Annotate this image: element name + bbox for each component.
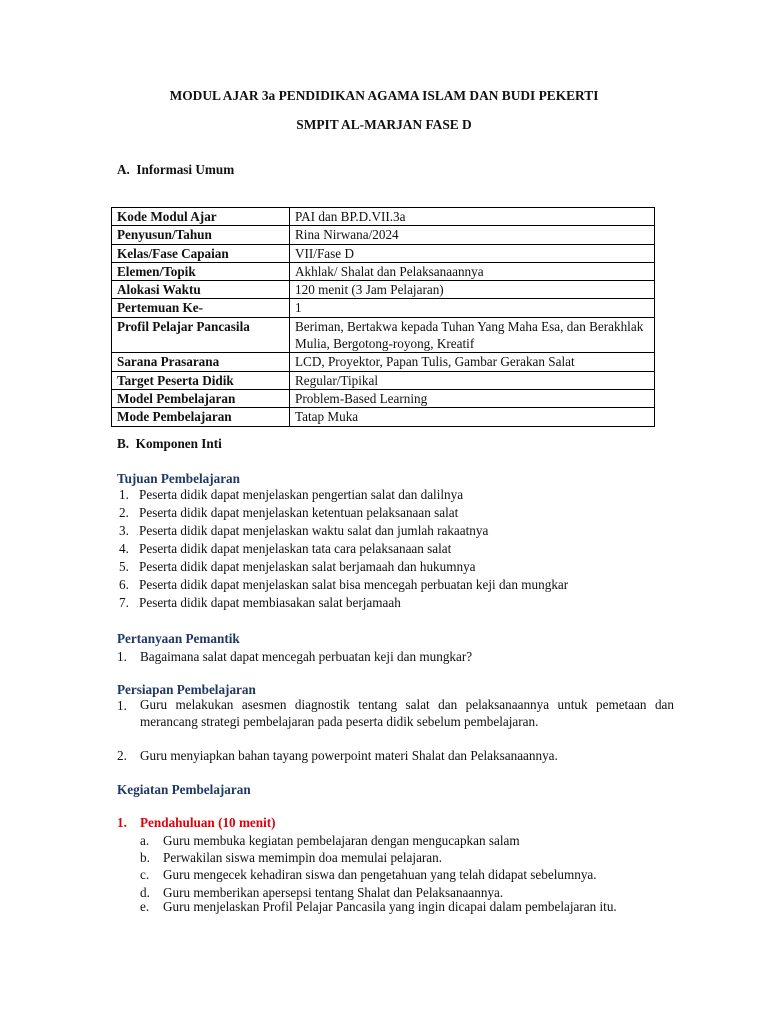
pendahuluan-number: 1.: [117, 815, 127, 830]
info-row: [112, 208, 655, 226]
info-key: Mode Pembelajaran: [112, 408, 290, 426]
section-b-heading: B. Komponen Inti: [117, 436, 222, 451]
pendahuluan-item-e-letter: e.: [140, 899, 150, 914]
info-key: Elemen/Topik: [112, 262, 290, 280]
info-value: LCD, Proyektor, Papan Tulis, Gambar Gerakan Salat: [290, 353, 655, 371]
tujuan-item-text: Peserta didik dapat menjelaskan salat berjamaah dan hukumnya: [139, 559, 476, 574]
tujuan-heading: Tujuan Pembelajaran: [117, 471, 240, 486]
tujuan-item-number: 3.: [119, 523, 129, 538]
pendahuluan-heading: Pendahuluan (10 menit): [140, 815, 276, 830]
tujuan-item-text: Peserta didik dapat membiasakan salat berjamaah: [139, 595, 401, 610]
pendahuluan-item-letter: b.: [140, 850, 150, 866]
tujuan-item-number: 7.: [119, 595, 129, 610]
info-key: Penyusun/Tahun: [112, 226, 290, 244]
info-key: Profil Pelajar Pancasila: [112, 317, 290, 353]
info-row: [112, 408, 655, 426]
info-key: Alokasi Waktu: [112, 281, 290, 299]
info-row: [112, 262, 655, 280]
section-a-heading: A. Informasi Umum: [117, 162, 235, 177]
info-row: [112, 226, 655, 244]
pendahuluan-item-e-text: Guru menjelaskan Profil Pelajar Pancasila yang ingin dicapai dalam pembelajaran itu.: [163, 899, 617, 914]
info-key: Kode Modul Ajar: [112, 208, 290, 226]
info-value: Problem-Based Learning: [290, 389, 655, 407]
info-value: 1: [290, 299, 655, 317]
info-row: [112, 244, 655, 262]
tujuan-item-text: Peserta didik dapat menjelaskan waktu salat dan jumlah rakaatnya: [139, 523, 489, 538]
pendahuluan-item-letter: d.: [140, 884, 150, 900]
persiapan-heading: Persiapan Pembelajaran: [117, 682, 256, 697]
info-key: Model Pembelajaran: [112, 389, 290, 407]
info-value: PAI dan BP.D.VII.3a: [290, 208, 655, 226]
info-row: [112, 353, 655, 371]
tujuan-item-text: Peserta didik dapat menjelaskan tata cara pelaksanaan salat: [139, 541, 452, 556]
info-value: Akhlak/ Shalat dan Pelaksanaannya: [290, 262, 655, 280]
tujuan-item-number: 6.: [119, 577, 129, 592]
info-table: [111, 207, 655, 427]
info-row: [112, 371, 655, 389]
pendahuluan-item-text: Guru mengecek kehadiran siswa dan pengetahuan yang telah didapat sebelumnya.: [163, 867, 597, 883]
document-title: MODUL AJAR 3a PENDIDIKAN AGAMA ISLAM DAN BUDI PEKERTI: [169, 88, 599, 103]
pemantik-item-text: Bagaimana salat dapat mencegah perbuatan keji dan mungkar?: [140, 649, 473, 664]
persiapan-item-1-text: Guru melakukan asesmen diagnostik tentang salat dan pelaksanaannya untuk pemetaan dan merancang strategi pembelajaran pada peserta didik sebelum pembelajaran.: [140, 697, 674, 729]
info-value: Beriman, Bertakwa kepada Tuhan Yang Maha Esa, dan Berakhlak Mulia, Bergotong-royong, Kreatif: [290, 317, 655, 353]
pendahuluan-item-text: Guru membuka kegiatan pembelajaran dengan mengucapkan salam: [163, 833, 520, 848]
tujuan-item-number: 2.: [119, 505, 129, 520]
info-value: Rina Nirwana/2024: [290, 226, 655, 244]
tujuan-item-text: Peserta didik dapat menjelaskan salat bisa mencegah perbuatan keji dan mungkar: [139, 577, 569, 592]
tujuan-item-text: Peserta didik dapat menjelaskan pengertian salat dan dalilnya: [139, 487, 464, 502]
info-key: Kelas/Fase Capaian: [112, 244, 290, 262]
info-key: Target Peserta Didik: [112, 371, 290, 389]
info-row: [112, 281, 655, 299]
kegiatan-heading: Kegiatan Pembelajaran: [117, 782, 251, 797]
info-key: Pertemuan Ke-: [112, 299, 290, 317]
persiapan-item-1-number: 1.: [117, 698, 127, 713]
pemantik-item-number: 1.: [117, 649, 127, 664]
pendahuluan-item-text: Guru memberikan apersepsi tentang Shalat dan Pelaksanaannya.: [163, 884, 504, 900]
tujuan-item-text: Peserta didik dapat menjelaskan ketentuan pelaksanaan salat: [139, 505, 459, 520]
tujuan-item-number: 4.: [119, 541, 129, 556]
pendahuluan-item-letter: c.: [140, 867, 150, 883]
pendahuluan-item-text: Perwakilan siswa memimpin doa memulai pelajaran.: [163, 850, 443, 866]
tujuan-item-number: 5.: [119, 559, 129, 574]
info-value: VII/Fase D: [290, 244, 655, 262]
tujuan-item-number: 1.: [119, 487, 129, 502]
school-subtitle: SMPIT AL-MARJAN FASE D: [296, 117, 472, 132]
pendahuluan-item-letter: a.: [140, 833, 150, 848]
info-row: [112, 389, 655, 407]
info-value: Regular/Tipikal: [290, 371, 655, 389]
info-key: Sarana Prasarana: [112, 353, 290, 371]
persiapan-item-2-text: Guru menyiapkan bahan tayang powerpoint materi Shalat dan Pelaksanaannya.: [140, 748, 558, 763]
info-row: [112, 299, 655, 317]
persiapan-item-2-number: 2.: [117, 748, 127, 763]
info-row: [112, 317, 655, 353]
info-value: 120 menit (3 Jam Pelajaran): [290, 281, 655, 299]
pemantik-heading: Pertanyaan Pemantik: [117, 631, 240, 646]
info-value: Tatap Muka: [290, 408, 655, 426]
